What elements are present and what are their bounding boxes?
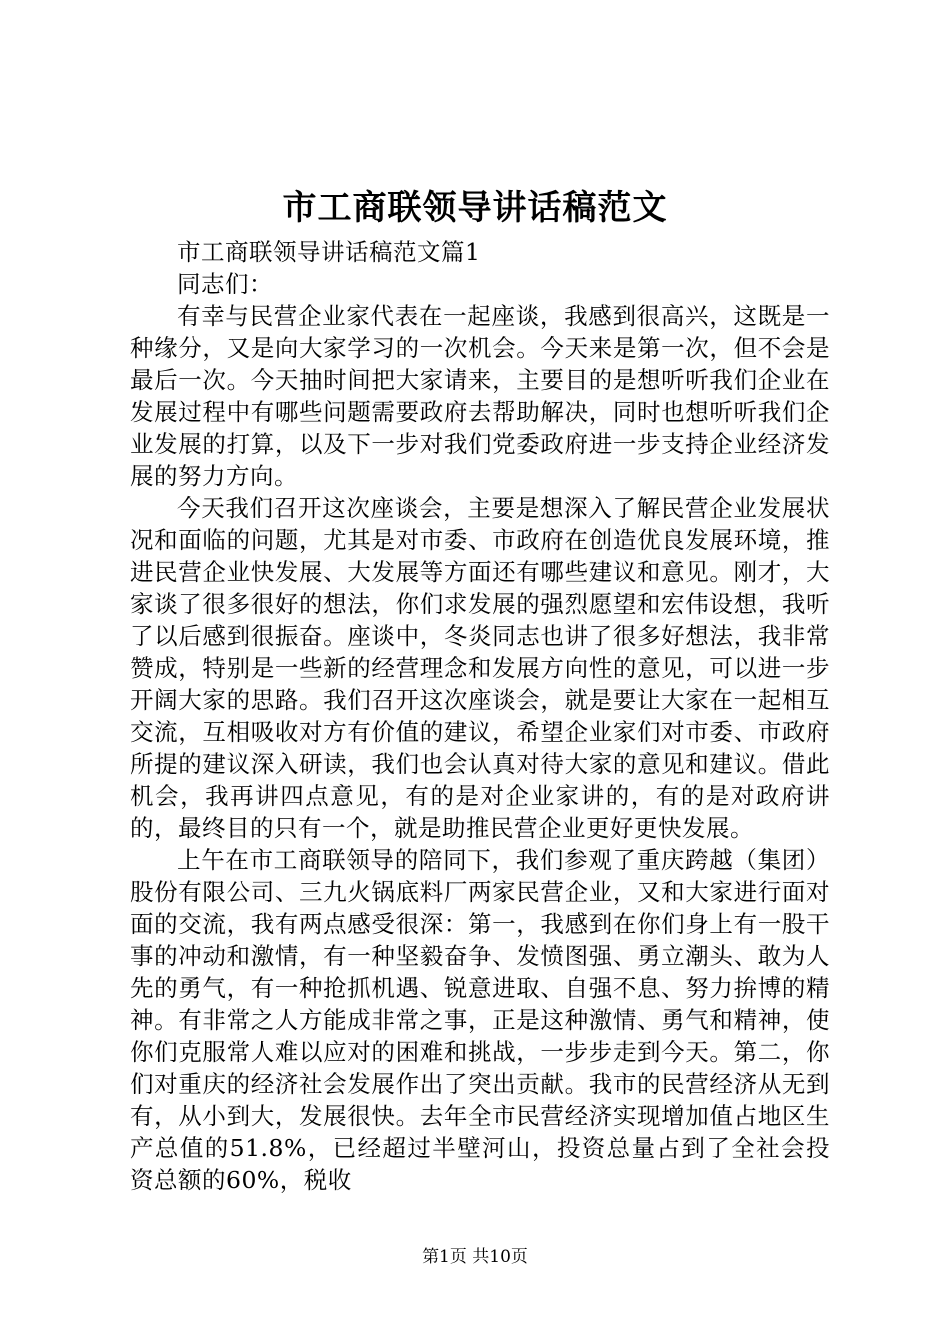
page-number-footer: 第1页 共10页 [422,1247,528,1267]
body-paragraph-1: 有幸与民营企业家代表在一起座谈，我感到很高兴，这既是一种缘分，又是向大家学习的一次机会。今天来是第一次，但不会是最后一次。今天抽时间把大家请来，主要目的是想听听我们企业在发展过程中有哪些问题需要政府去帮助解决，同时也想听听我们企业发展的打算，以及下一步对我们党委政府进一步支持企业经济发展的努力方向。 [130,302,830,490]
body-paragraph-2: 今天我们召开这次座谈会，主要是想深入了解民营企业发展状况和面临的问题，尤其是对市委、市政府在创造优良发展环境，推进民营企业快发展、大发展等方面还有哪些建议和意见。刚才，大家谈了很多很好的想法，你们求发展的强烈愿望和宏伟设想，我听了以后感到很振奋。座谈中，冬炎同志也讲了很多好想法，我非常赞成，特别是一些新的经营理念和发展方向性的意见，可以进一步开阔大家的思路。我们召开这次座谈会，就是要让大家在一起相互交流，互相吸收对方有价值的建议，希望企业家们对市委、市政府所提的建议深入研读，我们也会认真对待大家的意见和建议。借此机会，我再讲四点意见，有的是对企业家讲的，有的是对政府讲的，最终目的只有一个，就是助推民营企业更好更快发展。 [130,494,830,842]
salutation: 同志们： [177,270,273,298]
section-heading: 市工商联领导讲话稿范文篇1 [177,238,481,266]
document-title: 市工商联领导讲话稿范文 [282,188,668,228]
body-paragraph-3: 上午在市工商联领导的陪同下，我们参观了重庆跨越（集团）股份有限公司、三九火锅底料厂两家民营企业，又和大家进行面对面的交流，我有两点感受很深：第一，我感到在你们身上有一股干事的冲动和激情，有一种坚毅奋争、发愤图强、勇立潮头、敢为人先的勇气，有一种抢抓机遇、锐意进取、自强不息、努力拚博的精神。有非常之人方能成非常之事，正是这种激情、勇气和精神，使你们克服常人难以应对的困难和挑战，一步步走到今天。第二，你们对重庆的经济社会发展作出了突出贡献。我市的民营经济从无到有，从小到大，发展很快。去年全市民营经济实现增加值占地区生产总值的51.8%，已经超过半壁河山，投资总量占到了全社会投资总额的60%，税收 [130,846,830,1194]
document-body [130,236,830,1196]
